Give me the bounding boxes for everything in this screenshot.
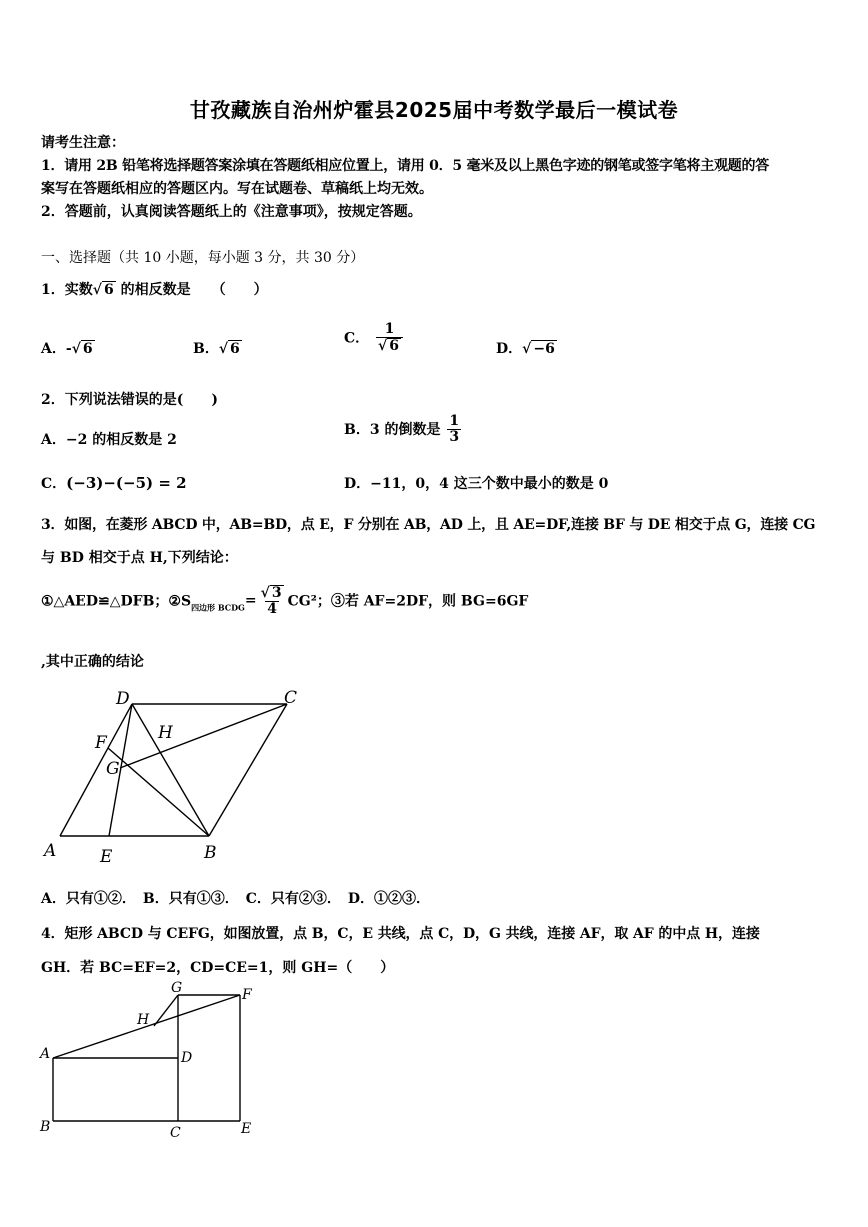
q1-option-a: A．-√ 6 [41,341,93,357]
label-c: C [170,1125,181,1141]
question-3-line2: 与 BD 相交于点 H,下列结论： [41,550,238,566]
notice-item-1b: 案写在答题纸相应的答题区内。写在试题卷、草稿纸上均无效。 [41,181,433,197]
label-b: B [40,1119,51,1135]
q1-option-b: B．√ 6 [193,341,240,357]
q2-option-c: C．(−3)−(−5) = 2 [41,474,187,492]
question-3-line1: 3．如图，在菱形 ABCD 中，AB=BD，点 E，F 分别在 AB，AD 上，且 AE=DF,连接 BF 与 DE 相交于点 G，连接 CG [41,517,816,533]
label-f: F [95,733,107,753]
label-e: E [241,1121,252,1137]
page-title: 甘孜藏族自治州炉霍县2025届中考数学最后一模试卷 [189,98,679,122]
label-b: B [204,843,217,863]
q1-option-d: D．√ −6 [496,341,555,357]
segment-fb [108,748,209,836]
q2-option-b: B．3 的倒数是 $\frac{1}{3}$ [344,413,460,445]
notice-item-1a: 1．请用 2B 铅笔将选择题答案涂填在答题纸相应位置上，请用 0．5 毫米及以上黑色字迹的钢笔或签字笔将主观题的答 [41,158,770,174]
label-c: C [284,688,298,708]
question-4-line2: GH．若 BC=EF=2，CD=CE=1，则 GH=（ ） [41,960,395,976]
sqrt-symbol: √ 6 [92,282,114,298]
rhombus-figure [40,680,320,870]
label-f: F [242,987,252,1003]
q2-option-a: A．−2 的相反数是 2 [41,432,177,448]
question-3-options: A．只有①②． B．只有①③． C．只有②③． D．①②③． [41,891,430,907]
label-h: H [137,1012,150,1028]
label-a: A [44,841,57,861]
segment-hg [154,995,178,1026]
label-g: G [106,759,120,779]
q1-option-c: C． $\frac{1}{√ 6}$ [344,322,405,353]
q1-prefix: 1．实数 [41,282,93,298]
label-g: G [171,980,183,996]
question-3-line4: ,其中正确的结论 [41,654,144,670]
q2-option-d: D．−11，0，4 这三个数中最小的数是 0 [344,476,609,492]
label-d: D [116,689,130,709]
label-a: A [40,1046,51,1062]
rectangles-figure [36,978,266,1143]
segment-cb [209,704,287,836]
question-3-conclusions: ①△AED≌△DFB；$②S_{四边形 BCDG}=$ $\frac{√ 3}{4}$ CG²；③若 AF=2DF，则 BG=6GF [41,585,529,617]
notice-heading: 请考生注意： [41,135,125,151]
label-h: H [158,723,173,743]
label-d: D [181,1050,193,1066]
question-2-stem: 2．下列说法错误的是( ) [41,392,218,408]
label-e: E [100,847,113,867]
question-1-stem [41,279,268,299]
section-heading: 一、选择题（共 10 小题，每小题 3 分，共 30 分） [41,250,365,266]
q1-suffix: 的相反数是 （ ） [120,282,268,298]
notice-item-2: 2．答题前，认真阅读答题纸上的《注意事项》，按规定答题。 [41,204,422,220]
question-4-line1: 4．矩形 ABCD 与 CEFG，如图放置，点 B，C，E 共线，点 C，D，G 共线，连接 AF，取 AF 的中点 H，连接 [41,926,760,942]
segment-gc [120,704,287,768]
